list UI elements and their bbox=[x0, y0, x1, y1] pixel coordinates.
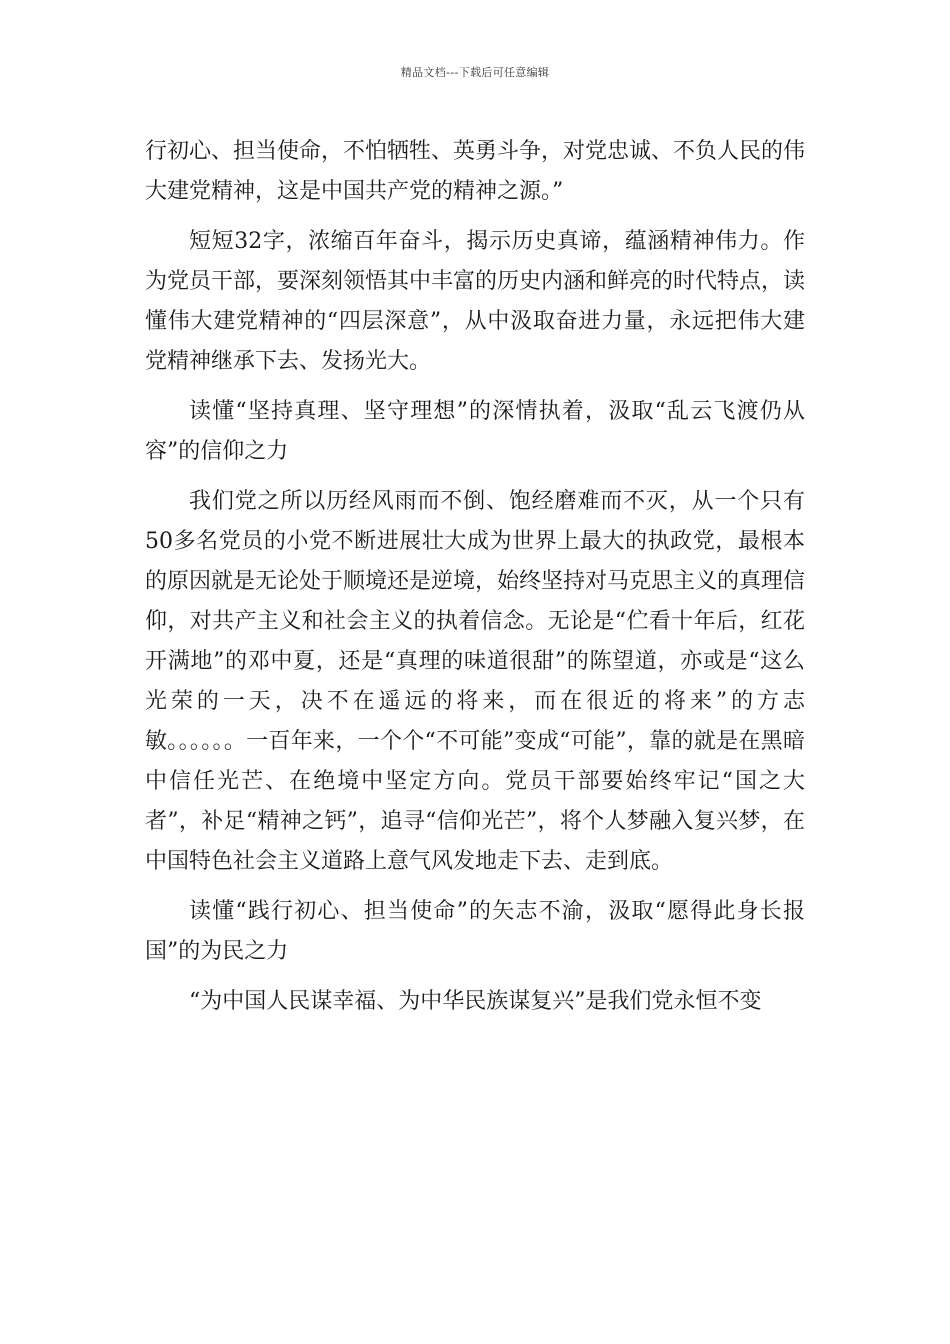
section-heading-truth: 读懂“坚持真理、坚守理想”的深情执着，汲取“乱云飞渡仍从容”的信仰之力 bbox=[145, 399, 805, 464]
document-body bbox=[145, 132, 805, 1032]
paragraph-mission: “为中国人民谋幸福、为中华民族谋复兴”是我们党永恒不变 bbox=[189, 989, 762, 1014]
paragraph-intro: 短短32字，浓缩百年奋斗，揭示历史真谛，蕴涵精神伟力。作为党员干部，要深刻领悟其中丰富的历史内涵和鲜亮的时代特点，读懂伟大建党精神的“四层深意”，从中汲取奋进力量，永远把伟大建党精神继承下去、发扬光大。 bbox=[145, 229, 806, 374]
section-heading-mission: 读懂“践行初心、担当使命”的矢志不渝，汲取“愿得此身长报国”的为民之力 bbox=[145, 899, 805, 964]
paragraph-continuation: 行初心、担当使命，不怕牺牲、英勇斗争，对党忠诚、不负人民的伟大建党精神，这是中国共产党的精神之源。” bbox=[145, 139, 806, 204]
paragraph-truth: 我们党之所以历经风雨而不倒、饱经磨难而不灭，从一个只有50多名党员的小党不断进展壮大成为世界上最大的执政党，最根本的原因就是无论处于顺境还是逆境，始终坚持对马克思主义的真理信仰，对共产主义和社会主义的执着信念。无论是“伫看十年后，红花开满地”的邓中夏，还是“真理的味道很甜”的陈望道，亦或是“这么光荣的一天，决不在遥远的将来，而在很近的将来”的方志敏。。。。。。一百年来，一个个“不可能”变成“可能”，靠的就是在黑暗中信任光芒、在绝境中坚定方向。党员干部要始终牢记“国之大者”，补足“精神之钙”，追寻“信仰光芒”，将个人梦融入复兴梦，在中国特色社会主义道路上意气风发地走下去、走到底。 bbox=[145, 489, 806, 874]
page-header: 精品文档---下载后可任意编辑 bbox=[400, 66, 550, 79]
